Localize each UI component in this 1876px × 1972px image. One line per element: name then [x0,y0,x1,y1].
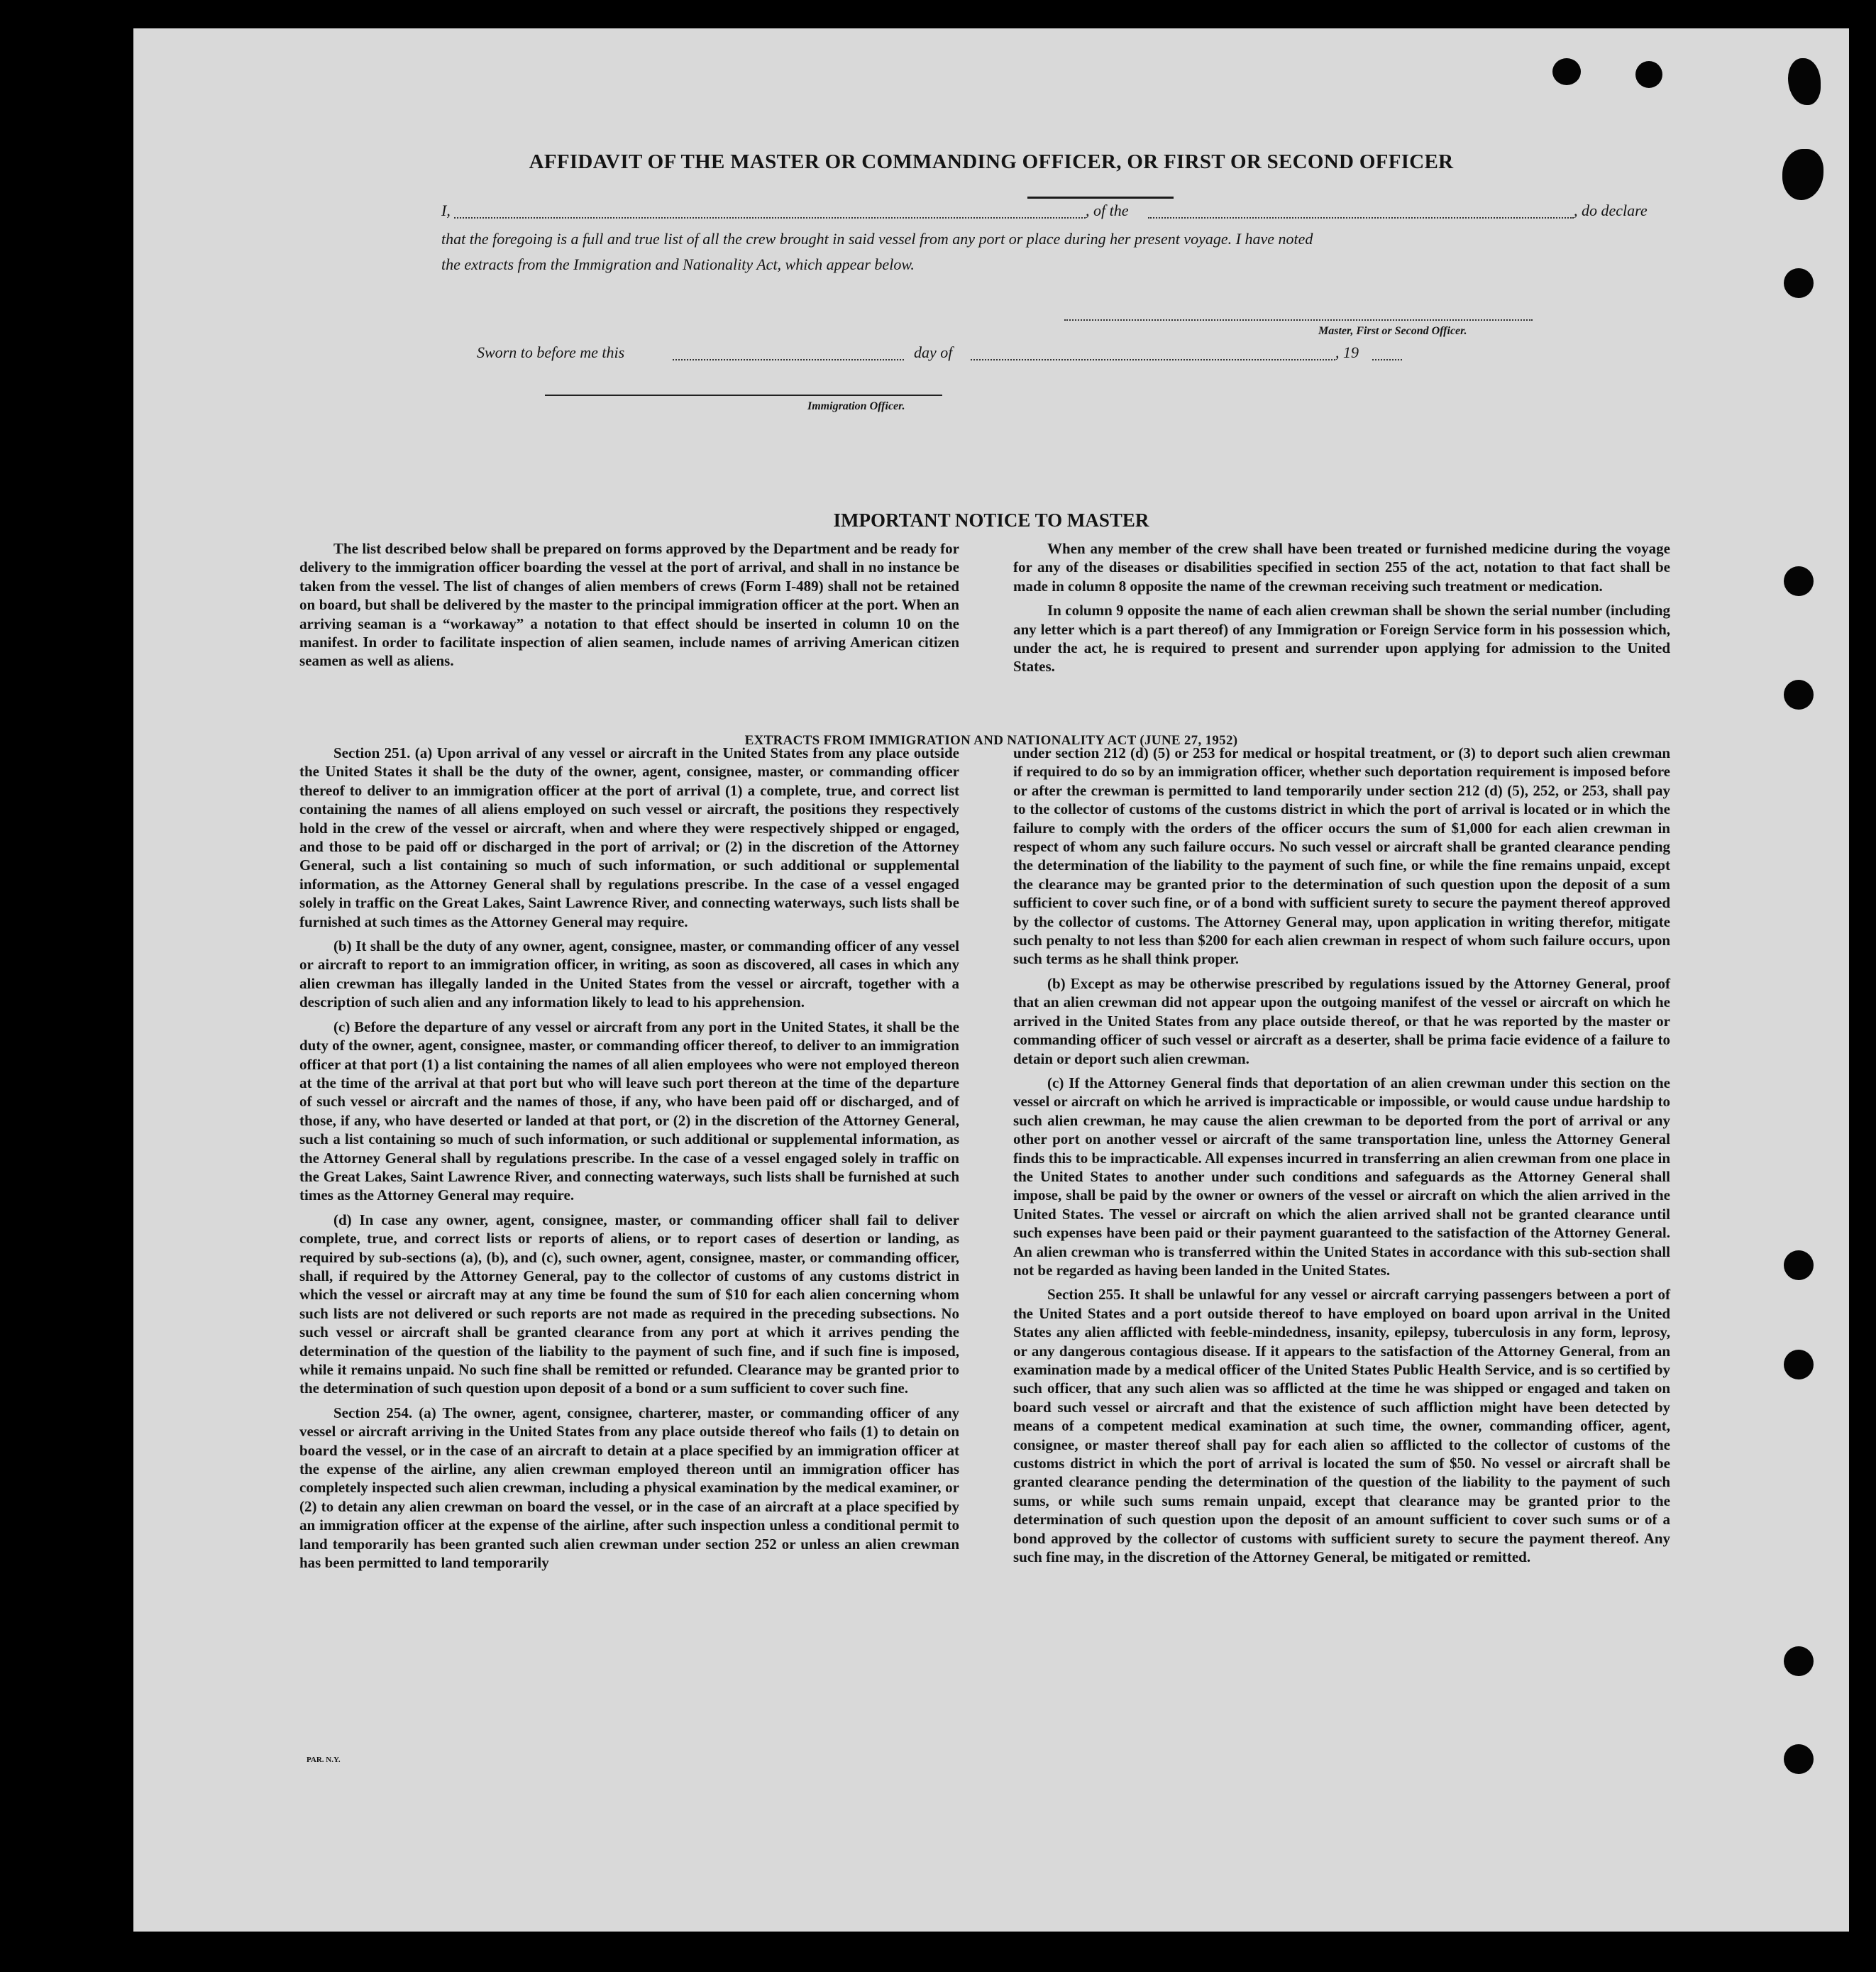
declaration-line-2: the extracts from the Immigration and Nationality Act, which appear below. [441,255,915,273]
punch-hole [1552,58,1581,85]
declaration-line-1: that the foregoing is a full and true list of all the crew brought in said vessel from any port or place during her present voyage. I have noted [441,230,1313,248]
sworn-month-field[interactable] [971,359,1335,360]
notice-title: IMPORTANT NOTICE TO MASTER [833,509,1149,531]
document-page [133,28,1849,1932]
title-divider [1027,197,1174,199]
punch-hole [1784,680,1814,710]
punch-hole [1788,58,1821,105]
printer-mark: PAR. N.Y. [307,1756,341,1764]
section-paragraph: (c) Before the departure of any vessel or aircraft from any port in the United States, it shall be the duty of the owner, agent, consignee, master, or commanding officer thereof, to deliver to an immigration officer at that port (1) a list containing the names of all alien employees who were not employed thereon at the time of the arrival at that port but who will leave such port thereon at the time of the departure of such vessel or aircraft and the names of those, if any, who have been paid off or discharged, and of those, if any, who have deserted or landed at that port, or (2) in the discretion of the Attorney General, such a list containing so much of such information, or such additional or supplemental information, as the Attorney General shall by regulations prescribe. In the case of a vessel engaged solely in traffic on the Great Lakes, Saint Lawrence River, and connecting waterways, such lists shall be furnished at such times as the Attorney General may require. [299,1018,959,1204]
master-signature-caption: Master, First or Second Officer. [1318,325,1467,337]
section-paragraph: Section 254. (a) The owner, agent, consignee, charterer, master, or commanding officer of any vessel or aircraft arriving in the United States from any place outside thereof who fails (1) to detain on board the vessel, or in the case of an aircraft to detain at a place specified by an immigration officer at the expense of the airline, any alien crewman employed thereon until an immigration officer has completely inspected such alien crewman, including a physical examination by the medical examiner, or (2) to detain any alien crewman on board the vessel, or in the case of an aircraft at a place specified by an immigration officer at the expense of the airline, after such inspection unless a conditional permit to land temporarily has been granted such alien crewman under section 252 or unless an alien crewman has been permitted to land temporarily [299,1404,959,1572]
do-declare-label: , do declare [1574,202,1648,219]
punch-hole [1784,268,1814,298]
punch-hole [1635,61,1662,88]
immigration-officer-caption: Immigration Officer. [807,400,905,412]
notice-paragraph: When any member of the crew shall have been treated or furnished medicine during the voyage for any of the diseases or disabilities specified in section 255 of the act, notation to that fact shall be made in column 8 opposite the name of the crewman receiving such treatment or medication. [1013,540,1670,595]
punch-hole [1784,1744,1814,1774]
of-the-label: , of the [1086,202,1129,219]
notice-paragraph: The list described below shall be prepared on forms approved by the Department and be ready for delivery to the immigration officer boarding the vessel at the port of arrival, and shall in no instance be taken from the vessel. The list of changes of alien members of crews (Form I-489) shall not be retained on board, but shall be delivered by the master to the principal immigration officer at the port. When an arriving seaman is a “workaway” a notation to that effect should be inserted in column 10 on the manifest. In order to facilitate inspection of alien seamen, include names of arriving American citizen seamen as well as aliens. [299,540,959,670]
punch-hole [1784,1646,1814,1676]
punch-hole [1784,1250,1814,1280]
notice-right-column [1013,539,1670,682]
section-paragraph: Section 251. (a) Upon arrival of any vessel or aircraft in the United States from any place outside the United States it shall be the duty of the owner, agent, consignee, master, or commanding officer thereof to deliver to an immigration officer at the port of arrival (1) a complete, true, and correct list containing the names of all aliens employed on such vessel or aircraft, the positions they respectively hold in the crew of the vessel or aircraft, when and where they were respectively shipped or engaged, and those to be paid off or discharged in the port of arrival; or (2) in the discretion of the Attorney General, such a list containing so much of such information, or such additional or supplemental information, as the Attorney General shall by regulations prescribe. In the case of a vessel engaged solely in traffic on the Great Lakes, Saint Lawrence River, and connecting waterways, such lists shall be furnished at such times as the Attorney General may require. [299,744,959,930]
year-label: , 19 [1335,343,1359,361]
sworn-day-field[interactable] [673,359,904,360]
punch-hole [1784,1350,1814,1379]
extracts-right-column [1013,744,1670,1572]
affidavit-title: AFFIDAVIT OF THE MASTER OR COMMANDING OFFICER, OR FIRST OR SECOND OFFICER [529,150,1454,173]
punch-hole [1784,566,1814,596]
extracts-title: EXTRACTS FROM IMMIGRATION AND NATIONALITY ACT (JUNE 27, 1952) [744,733,1238,748]
section-paragraph: (c) If the Attorney General finds that deportation of an alien crewman under this section on the vessel or aircraft on which he arrived is impracticable or impossible, or would cause undue hardship to such alien crewman, he may cause the alien crewman to be deported from the port of arrival or any other port on another vessel or aircraft of the same transportation line, unless the Attorney General finds this to be impracticable. All expenses incurred in transferring an alien crewman from one place in the United States to another under such conditions and safeguards as the Attorney General shall impose, shall be paid by the owner or owners of the vessel or aircraft on which the alien arrived in the United States. The vessel or aircraft on which the alien arrived shall not be granted clearance until such expenses have been paid or their payment guaranteed to the satisfaction of the Attorney General. An alien crewman who is transferred within the United States in accordance with this sub-section shall not be regarded as having been landed in the United States. [1013,1074,1670,1279]
notice-paragraph: In column 9 opposite the name of each alien crewman shall be shown the serial number (including any letter which is a part thereof) of any Immigration or Foreign Service form in his possession which, under the act, he is required to present and surrender upon applying for admission to the United States. [1013,602,1670,676]
section-paragraph: (b) Except as may be otherwise prescribed by regulations issued by the Attorney General, proof that an alien crewman did not appear upon the outgoing manifest of the vessel or aircraft on which he arrived in the United States from any place outside thereof, or that he was reported by the master or commanding officer of such vessel or aircraft as a deserter, shall be prima facie evidence of a failure to detain or deport such alien crewman. [1013,974,1670,1067]
extracts-left-column [299,744,959,1577]
sworn-label: Sworn to before me this [477,343,625,361]
vessel-name-field[interactable] [1148,217,1574,219]
notice-left-column [299,539,959,676]
declarant-label: I, [441,202,451,219]
section-paragraph: (b) It shall be the duty of any owner, agent, consignee, master, or commanding officer of any vessel or aircraft to report to an immigration officer, in writing, as soon as discovered, all cases in which any alien crewman has illegally landed in the United States from the vessel or aircraft, together with a description of such alien and any information likely to lead to his apprehension. [299,937,959,1011]
section-paragraph: (d) In case any owner, agent, consignee, master, or commanding officer shall fail to deliver complete, true, and correct lists or reports of aliens, or to report cases of desertion or landing, as required by sub-sections (a), (b), and (c), such owner, agent, consignee, master, or commanding officer, shall, if required by the Attorney General, pay to the collector of customs of any customs district in which the vessel or aircraft may at any time be found the sum of $10 for each alien concerning whom such lists are not delivered or such reports are not made as required in the preceding subsections. No such vessel or aircraft shall be granted clearance from any port at which it arrives pending the determination of the question of the liability to the payment of such fine, and if such fine is imposed, while it remains unpaid. No such fine shall be remitted or refunded. Clearance may be granted prior to the determination of such question upon deposit of a bond or a sum sufficient to cover such fine. [299,1211,959,1397]
sworn-year-field[interactable] [1372,359,1402,360]
section-paragraph: under section 212 (d) (5) or 253 for medical or hospital treatment, or (3) to deport such alien crewman if required to do so by an immigration officer, whether such deportation requirement is imposed before or after the crewman is permitted to land temporarily under section 212 (d) (5), 252, or 253, shall pay to the collector of customs of the customs district in which the port of arrival is located or in which the failure to comply with the orders of the officer occurs the sum of $1,000 for each alien crewman in respect of whom any such failure occurs. No such vessel or aircraft shall be granted clearance pending the determination of the liability to the payment of such fine, or while the fine remains unpaid, except the clearance may be granted prior to the determination of such question upon the deposit of a sum sufficient to cover such fine, or of a bond with sufficient surety to secure the payment thereof approved by the collector of customs. The Attorney General may, upon application in writing therefor, mitigate such penalty to not less than $200 for each alien crewman in respect of whom such failure occurs, upon such terms as he shall think proper. [1013,744,1670,968]
master-signature-line[interactable] [1064,319,1533,321]
day-of-label: day of [914,343,953,361]
immigration-officer-signature-line[interactable] [545,395,942,396]
declarant-name-field[interactable] [454,217,1086,219]
section-paragraph: Section 255. It shall be unlawful for any vessel or aircraft carrying passengers between a port of the United States and a port outside thereof to have employed on board upon arrival in the United States any alien afflicted with feeble-mindedness, insanity, epilepsy, tuberculosis in any form, leprosy, or any dangerous contagious disease. If it appears to the satisfaction of the Attorney General, from an examination made by a medical officer of the United States Public Health Service, and is so certified by such officer, that any such alien was so afflicted at the time he was shipped or engaged and taken on board such vessel or aircraft and that the existence of such affliction might have been detected by means of a competent medical examination at such time, the owner, commanding officer, agent, consignee, or master thereof shall pay for each alien so afflicted to the collector of customs of the customs district in which the port of arrival is located the sum of $50. No vessel or aircraft shall be granted clearance pending the determination of the question of the liability to the payment of such sums, or while such sums remain unpaid, except that clearance may be granted prior to the determination of such question upon the deposit of an amount sufficient to cover such sums or of a bond approved by the collector of customs with sufficient surety to secure the payment thereof. Any such fine may, in the discretion of the Attorney General, be mitigated or remitted. [1013,1286,1670,1566]
